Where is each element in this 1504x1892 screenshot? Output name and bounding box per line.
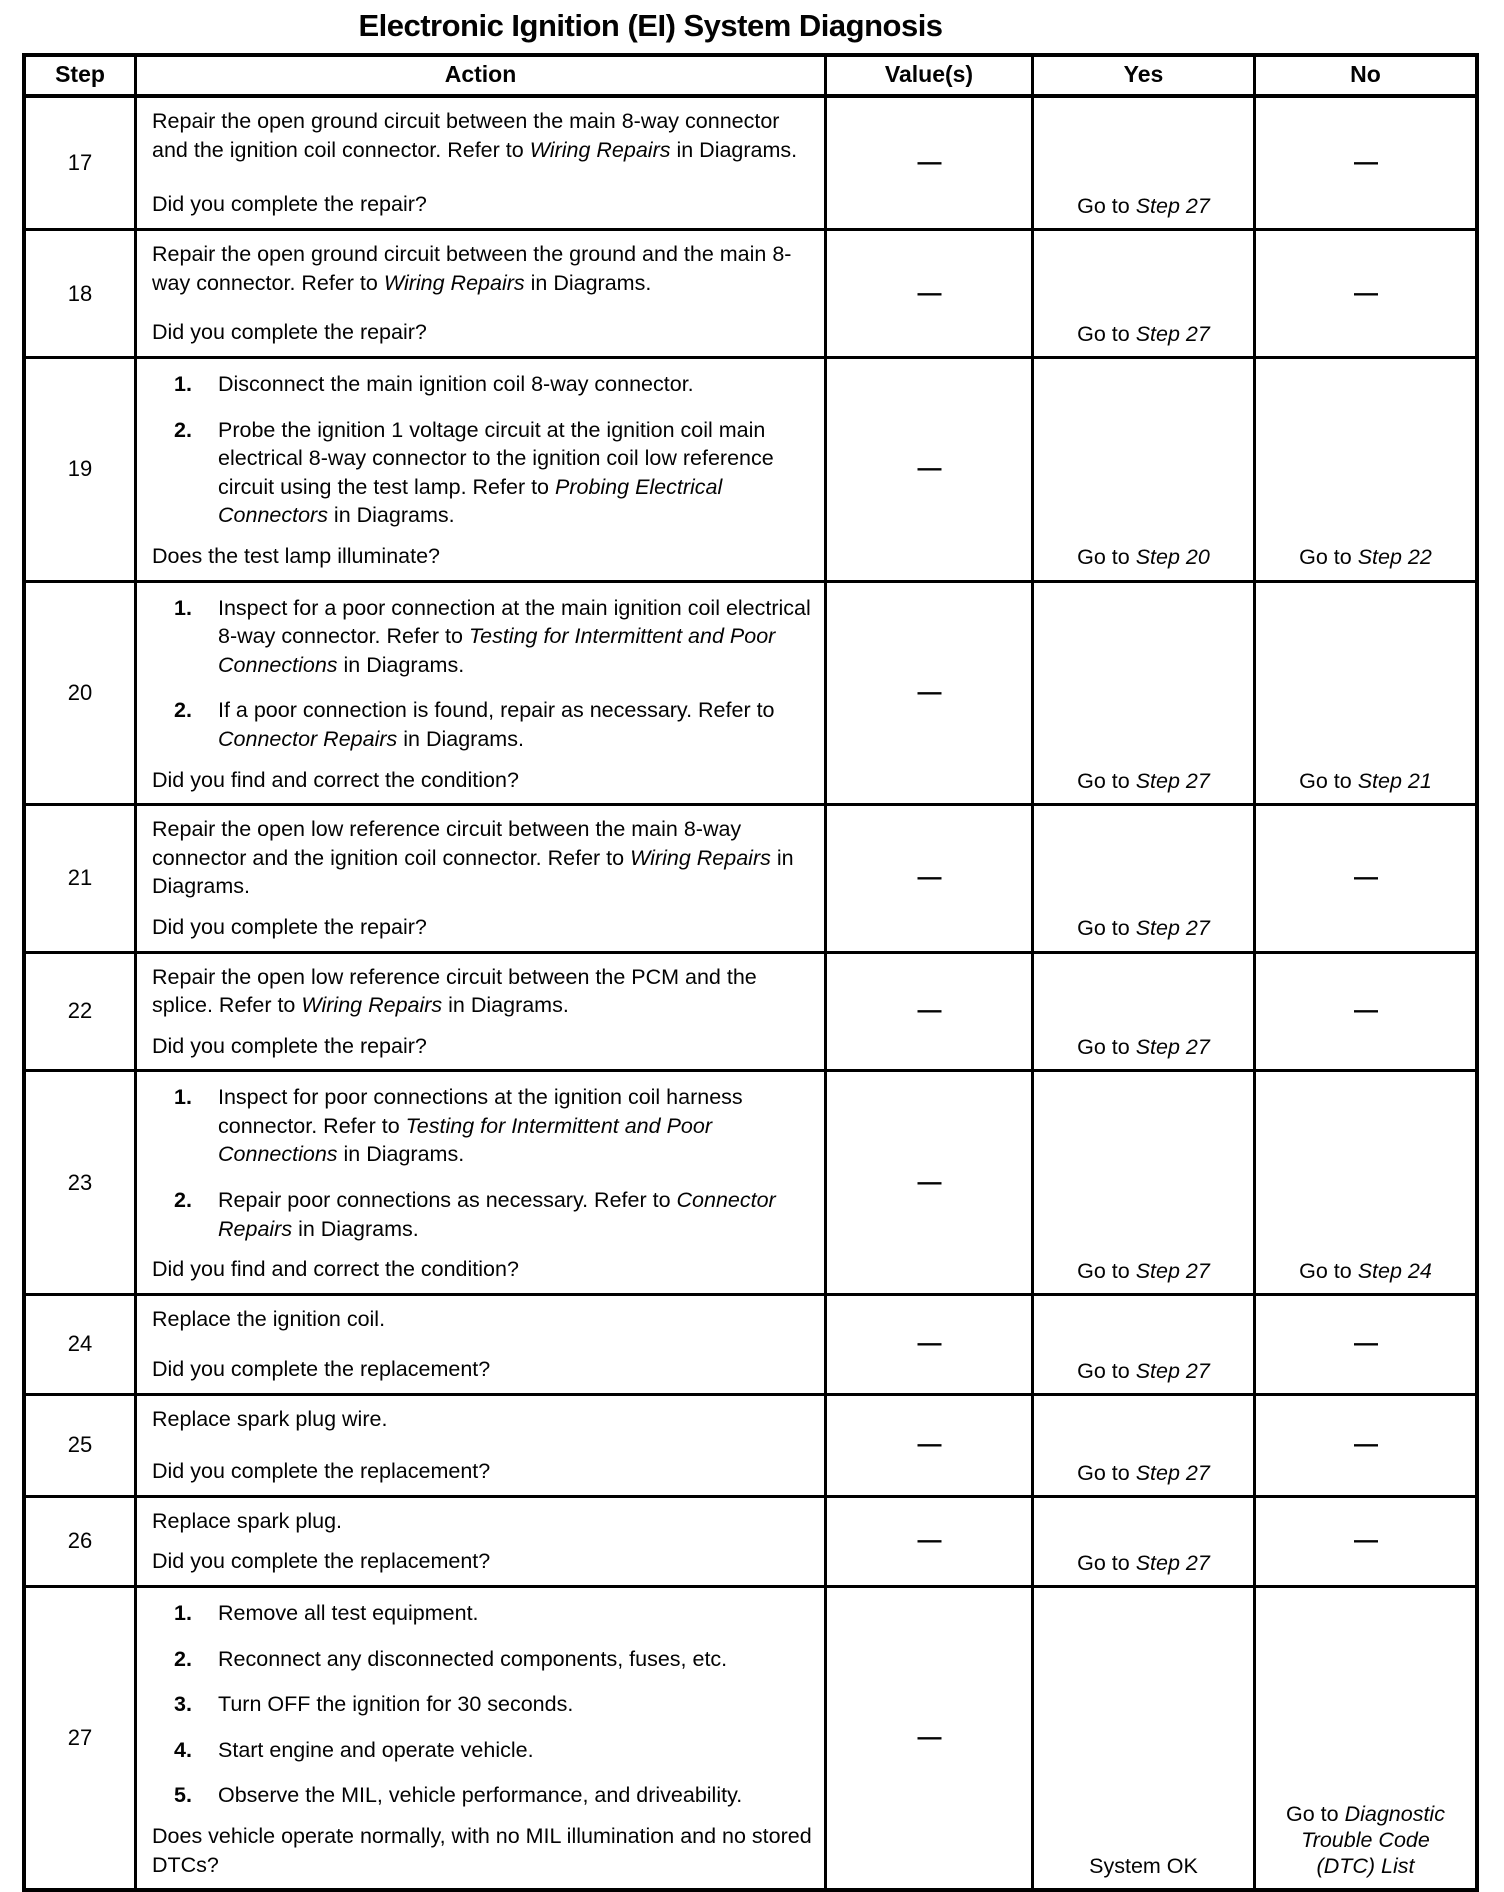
yes-goto-text: Go to Step 27 <box>1077 1550 1210 1575</box>
step-cell <box>26 1396 134 1495</box>
values-cell <box>824 806 1031 950</box>
yes-cell <box>1031 359 1253 580</box>
diagnosis-table <box>22 53 1479 1892</box>
no-dash: — <box>1354 864 1377 892</box>
yes-goto-text: Go to Step 20 <box>1077 545 1210 570</box>
list-item-number: 2. <box>174 1646 192 1671</box>
table-row <box>26 803 1475 950</box>
values-cell <box>824 1588 1031 1888</box>
column-header-no: No <box>1253 57 1475 94</box>
list-item-text: Probe the ignition 1 voltage circuit at the ignition coil main electrical 8-way connector to the ignition coil low reference circuit using the test lamp. Refer to Probing Electrical Connectors in Diagrams. <box>218 417 774 528</box>
values-cell <box>824 583 1031 804</box>
column-header-values: Value(s) <box>824 57 1031 94</box>
action-question: Did you complete the replacement? <box>152 1549 491 1574</box>
list-item-number: 2. <box>174 417 192 442</box>
step-number: 25 <box>67 1432 93 1458</box>
table-row <box>26 356 1475 580</box>
no-cell <box>1253 231 1475 356</box>
table-row <box>26 580 1475 804</box>
no-cell <box>1253 1588 1475 1888</box>
list-item-number: 1. <box>174 372 192 396</box>
column-header-action: Action <box>134 57 824 94</box>
step-cell <box>26 98 134 228</box>
list-item-text: Disconnect the main ignition coil 8-way connector. <box>218 372 694 396</box>
no-cell <box>1253 806 1475 950</box>
values-cell <box>824 98 1031 228</box>
list-item-text: Observe the MIL, vehicle performance, and driveability. <box>218 1783 743 1808</box>
no-dash: — <box>1354 279 1377 307</box>
column-header-yes: Yes <box>1031 57 1253 94</box>
no-cell <box>1253 98 1475 228</box>
action-paragraph: Replace spark plug. <box>152 1508 343 1533</box>
page-title: Electronic Ignition (EI) System Diagnosis <box>358 8 943 43</box>
action-cell <box>134 1072 824 1293</box>
step-cell <box>26 583 134 804</box>
yes-goto-text: Go to Step 27 <box>1077 1358 1210 1383</box>
value-dash: — <box>917 1168 941 1196</box>
list-item <box>152 1645 812 1674</box>
action-step-list <box>152 370 812 530</box>
yes-goto-text: Go to Step 27 <box>1077 193 1210 218</box>
action-cell <box>134 954 824 1070</box>
step-number: 20 <box>67 679 93 705</box>
action-question: Did you complete the repair? <box>152 320 427 345</box>
action-question: Did you find and correct the condition? <box>152 1257 519 1282</box>
yes-cell <box>1031 1072 1253 1293</box>
list-item-text: If a poor connection is found, repair as necessary. Refer to Connector Repairs in Diagrams. <box>218 698 775 751</box>
action-question: Did you complete the repair? <box>152 1033 427 1058</box>
list-item-text: Turn OFF the ignition for 30 seconds. <box>218 1692 574 1717</box>
table-header-row <box>26 57 1475 98</box>
no-cell <box>1253 359 1475 580</box>
no-dash: — <box>1354 1527 1377 1555</box>
values-cell <box>824 359 1031 580</box>
no-dash: — <box>1354 1330 1377 1358</box>
values-cell <box>824 231 1031 356</box>
yes-goto-text: Go to Step 27 <box>1077 916 1210 941</box>
step-number: 24 <box>67 1331 93 1357</box>
action-question: Does vehicle operate normally, with no MIL illumination and no stored DTCs? <box>152 1824 812 1877</box>
action-main-text <box>152 592 812 754</box>
action-main-text <box>152 963 812 1020</box>
value-dash: — <box>917 678 941 706</box>
action-step-list <box>152 1083 812 1243</box>
action-paragraph: Repair the open low reference circuit between the PCM and the splice. Refer to Wiring Repairs in Diagrams. <box>152 964 757 1018</box>
yes-cell <box>1031 231 1253 356</box>
table-row <box>26 98 1475 228</box>
value-dash: — <box>917 279 941 307</box>
yes-goto-text: Go to Step 27 <box>1077 1035 1210 1060</box>
table-row <box>26 1069 1475 1293</box>
step-number: 18 <box>67 280 93 306</box>
table-row <box>26 228 1475 356</box>
step-number: 21 <box>67 865 93 891</box>
action-question: Did you complete the repair? <box>152 914 427 939</box>
step-number: 23 <box>67 1169 93 1195</box>
no-cell <box>1253 1072 1475 1293</box>
no-goto-text: Go to Diagnostic Trouble Code (DTC) List <box>1286 1801 1445 1878</box>
action-cell <box>134 98 824 228</box>
action-main-text <box>152 815 812 901</box>
yes-cell <box>1031 1296 1253 1393</box>
list-item-number: 5. <box>174 1783 192 1808</box>
action-paragraph: Repair the open ground circuit between the ground and the main 8-way connector. Refer to Wiring Repairs in Diagrams. <box>152 242 792 295</box>
no-goto-text: Go to Step 24 <box>1299 1258 1432 1283</box>
list-item <box>152 594 812 680</box>
list-item-number: 1. <box>174 595 192 620</box>
action-question: Did you find and correct the condition? <box>152 767 519 792</box>
yes-goto-text: System OK <box>1089 1853 1198 1878</box>
yes-cell <box>1031 1396 1253 1495</box>
list-item <box>152 1083 812 1169</box>
no-cell <box>1253 583 1475 804</box>
action-cell <box>134 1498 824 1585</box>
list-item-number: 2. <box>174 698 192 723</box>
action-cell <box>134 806 824 950</box>
list-item-number: 1. <box>174 1601 192 1626</box>
yes-cell <box>1031 954 1253 1070</box>
values-cell <box>824 954 1031 1070</box>
no-cell <box>1253 1296 1475 1393</box>
action-main-text <box>152 1405 812 1434</box>
action-cell <box>134 1396 824 1495</box>
yes-goto-text: Go to Step 27 <box>1077 1258 1210 1283</box>
step-cell <box>26 359 134 580</box>
yes-cell <box>1031 1588 1253 1888</box>
values-cell <box>824 1498 1031 1585</box>
action-question: Did you complete the replacement? <box>152 1357 491 1382</box>
step-number: 26 <box>67 1528 93 1554</box>
action-paragraph: Repair the open low reference circuit between the main 8-way connector and the ignition coil connector. Refer to Wiring Repairs in Diagrams. <box>152 817 794 899</box>
no-cell <box>1253 1396 1475 1495</box>
list-item <box>152 1781 812 1810</box>
action-main-text <box>152 1305 812 1334</box>
no-dash: — <box>1354 1431 1377 1459</box>
no-goto-text: Go to Step 21 <box>1299 768 1432 793</box>
list-item-number: 3. <box>174 1692 192 1717</box>
values-cell <box>824 1296 1031 1393</box>
action-step-list <box>152 594 812 754</box>
action-paragraph: Replace the ignition coil. <box>152 1306 386 1331</box>
action-cell <box>134 583 824 804</box>
list-item-number: 4. <box>174 1737 192 1762</box>
yes-cell <box>1031 806 1253 950</box>
value-dash: — <box>917 455 941 483</box>
table-row <box>26 951 1475 1070</box>
table-body <box>26 98 1475 1888</box>
step-cell <box>26 806 134 950</box>
value-dash: — <box>917 1431 941 1459</box>
list-item <box>152 696 812 753</box>
action-cell <box>134 231 824 356</box>
list-item-text: Repair poor connections as necessary. Refer to Connector Repairs in Diagrams. <box>218 1188 776 1241</box>
no-cell <box>1253 954 1475 1070</box>
action-question: Does the test lamp illuminate? <box>152 543 441 568</box>
list-item-number: 1. <box>174 1085 192 1110</box>
yes-cell <box>1031 98 1253 228</box>
table-row <box>26 1495 1475 1585</box>
action-cell <box>134 1588 824 1888</box>
step-cell <box>26 1072 134 1293</box>
column-header-step: Step <box>55 61 105 87</box>
action-step-list <box>152 1599 812 1810</box>
value-dash: — <box>917 864 941 892</box>
step-number: 22 <box>67 998 93 1024</box>
value-dash: — <box>917 1724 941 1752</box>
step-cell <box>26 1296 134 1393</box>
step-cell <box>26 954 134 1070</box>
value-dash: — <box>917 149 941 176</box>
action-question: Did you complete the repair? <box>152 192 427 217</box>
value-dash: — <box>917 1527 941 1555</box>
list-item-number: 2. <box>174 1188 192 1213</box>
action-main-text <box>152 368 812 530</box>
step-cell <box>26 231 134 356</box>
no-goto-text: Go to Step 22 <box>1299 545 1432 570</box>
value-dash: — <box>917 1330 941 1358</box>
action-cell <box>134 1296 824 1393</box>
list-item <box>152 1690 812 1719</box>
values-cell <box>824 1072 1031 1293</box>
action-cell <box>134 359 824 580</box>
list-item-text: Inspect for poor connections at the ignition coil harness connector. Refer to Testing for Intermittent and Poor Connections in Diagrams. <box>218 1085 743 1167</box>
list-item <box>152 1599 812 1628</box>
yes-goto-text: Go to Step 27 <box>1077 1460 1210 1485</box>
action-main-text <box>152 1081 812 1243</box>
table-row <box>26 1393 1475 1495</box>
yes-cell <box>1031 1498 1253 1585</box>
no-dash: — <box>1354 149 1377 176</box>
action-main-text <box>152 1597 812 1810</box>
list-item <box>152 1736 812 1765</box>
step-cell <box>26 1588 134 1888</box>
list-item-text: Remove all test equipment. <box>218 1601 479 1626</box>
yes-cell <box>1031 583 1253 804</box>
yes-goto-text: Go to Step 27 <box>1077 768 1210 793</box>
yes-goto-text: Go to Step 27 <box>1077 321 1210 346</box>
step-number: 19 <box>67 456 93 482</box>
step-number: 27 <box>67 1725 93 1751</box>
no-cell <box>1253 1498 1475 1585</box>
list-item <box>152 370 812 399</box>
action-paragraph: Replace spark plug wire. <box>152 1406 388 1431</box>
table-row <box>26 1293 1475 1393</box>
step-number: 17 <box>67 150 93 175</box>
action-main-text <box>152 107 812 164</box>
action-question: Did you complete the replacement? <box>152 1459 491 1484</box>
list-item <box>152 416 812 530</box>
value-dash: — <box>917 997 941 1025</box>
table-row <box>26 1585 1475 1888</box>
list-item-text: Inspect for a poor connection at the main ignition coil electrical 8-way connector. Refer to Testing for Intermittent and Poor Connections in Diagrams. <box>218 595 811 677</box>
action-main-text <box>152 240 812 297</box>
list-item-text: Reconnect any disconnected components, fuses, etc. <box>218 1646 728 1671</box>
step-cell <box>26 1498 134 1585</box>
no-dash: — <box>1354 997 1377 1025</box>
list-item-text: Start engine and operate vehicle. <box>218 1737 534 1762</box>
values-cell <box>824 1396 1031 1495</box>
list-item <box>152 1186 812 1243</box>
action-main-text <box>152 1507 812 1536</box>
action-paragraph: Repair the open ground circuit between the main 8-way connector and the ignition coil connector. Refer to Wiring Repairs in Diagrams. <box>152 109 798 162</box>
